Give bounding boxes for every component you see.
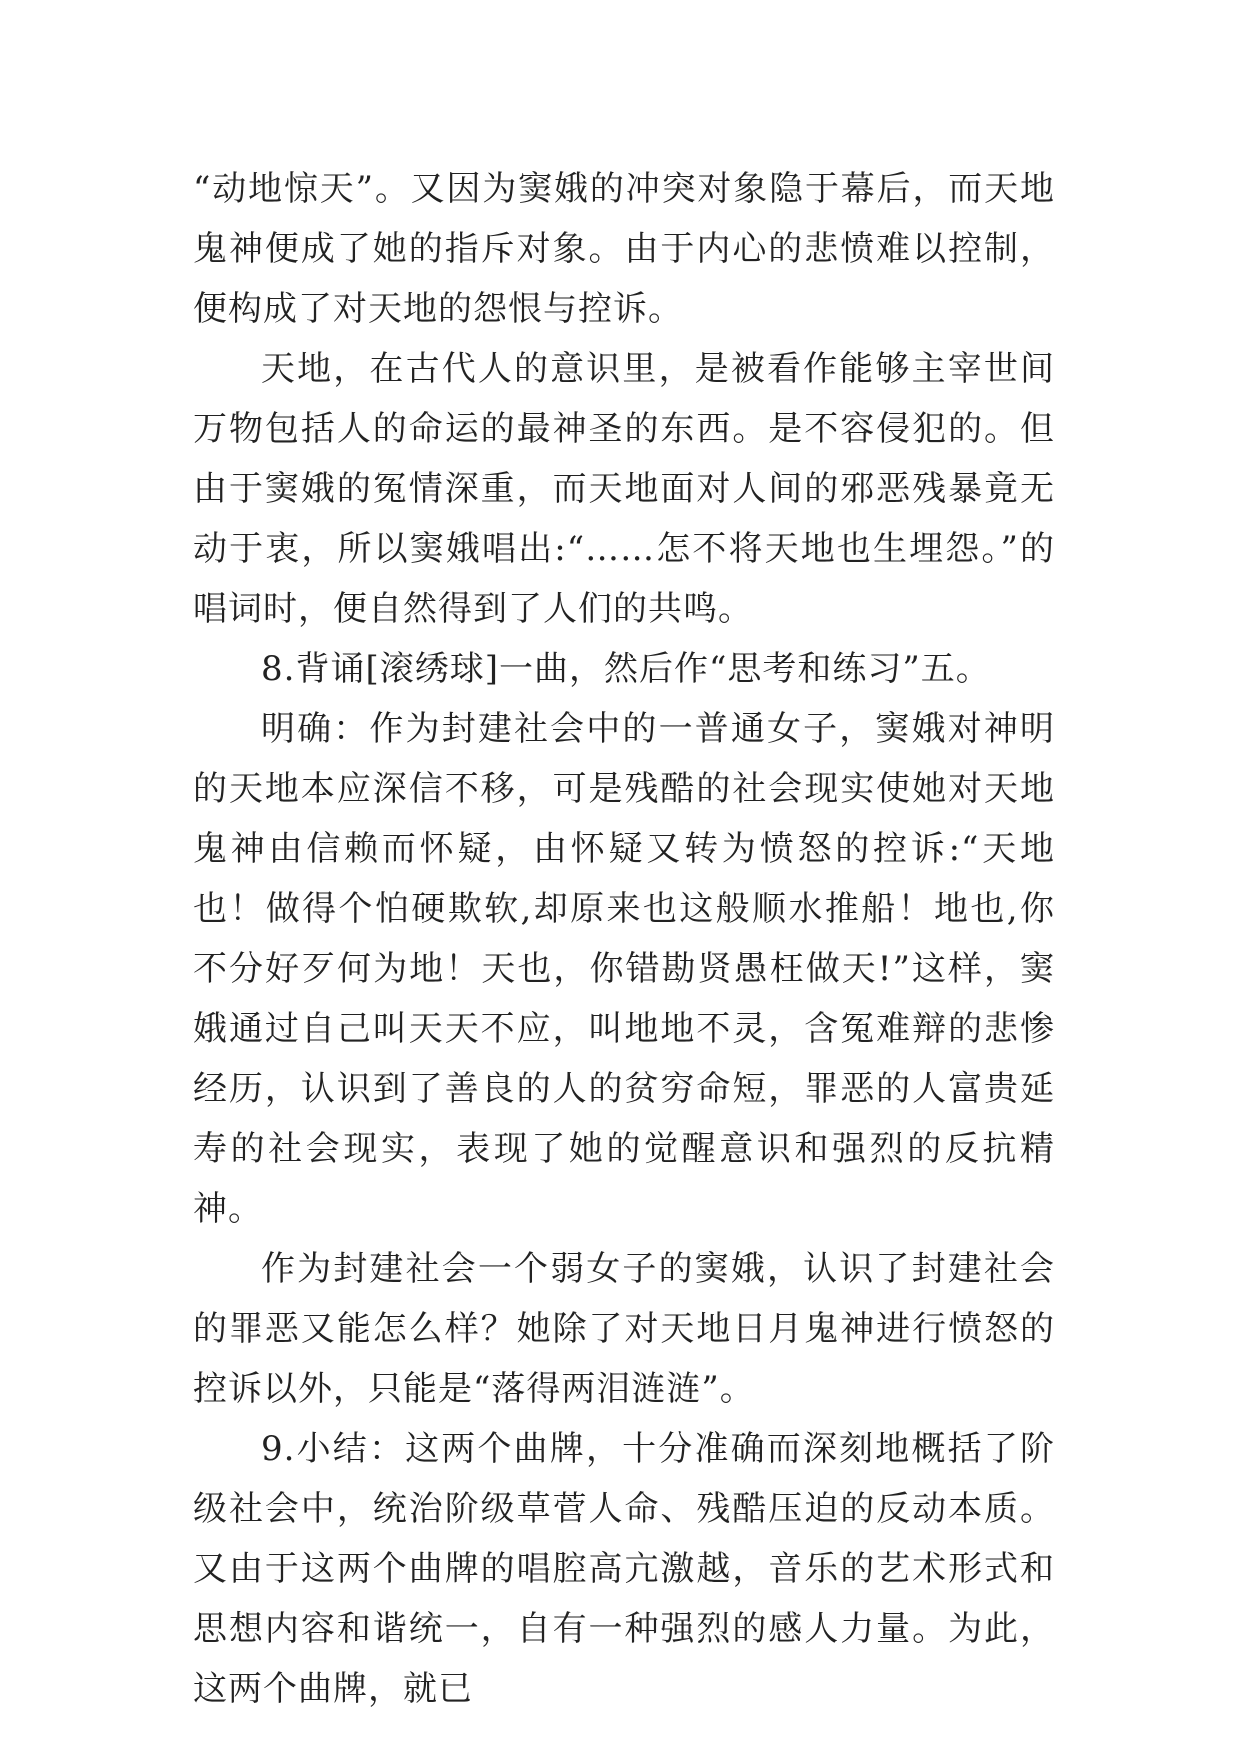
paragraph-4: 明确：作为封建社会中的一普通女子，窦娥对神明的天地本应深信不移，可是残酷的社会现实使她对天地鬼神由信赖而怀疑，由怀疑又转为愤怒的控诉:“天地也！做得个怕硬欺软,却原来也这般顺水推船！地也,你不分好歹何为地！天也，你错勘贤愚枉做天!”这样，窦娥通过自己叫天天不应，叫地地不灵，含冤难辩的悲惨经历，认识到了善良的人的贫穷命短，罪恶的人富贵延寿的社会现实，表现了她的觉醒意识和强烈的反抗精神。	[193, 709, 1055, 1229]
body-text	[193, 159, 1055, 1719]
paragraph-1: “动地惊天”。又因为窦娥的冲突对象隐于幕后，而天地鬼神便成了她的指斥对象。由于内心的悲愤难以控制，便构成了对天地的怨恨与控诉。	[193, 169, 1055, 329]
paragraph-3: 8.背诵[滚绣球]一曲，然后作“思考和练习”五。	[261, 649, 991, 689]
paragraph-5: 作为封建社会一个弱女子的窦娥，认识了封建社会的罪恶又能怎么样？她除了对天地日月鬼神进行愤怒的控诉以外，只能是“落得两泪涟涟”。	[193, 1249, 1055, 1409]
paragraph-6: 9.小结：这两个曲牌，十分准确而深刻地概括了阶级社会中，统治阶级草菅人命、残酷压迫的反动本质。又由于这两个曲牌的唱腔高亢激越，音乐的艺术形式和思想内容和谐统一，自有一种强烈的感人力量。为此，这两个曲牌，就已	[193, 1429, 1055, 1709]
paragraph-2: 天地，在古代人的意识里，是被看作能够主宰世间万物包括人的命运的最神圣的东西。是不容侵犯的。但由于窦娥的冤情深重，而天地面对人间的邪恶残暴竟无动于衷，所以窦娥唱出:“……怎不将天地也生埋怨。”的唱词时，便自然得到了人们的共鸣。	[193, 349, 1055, 629]
